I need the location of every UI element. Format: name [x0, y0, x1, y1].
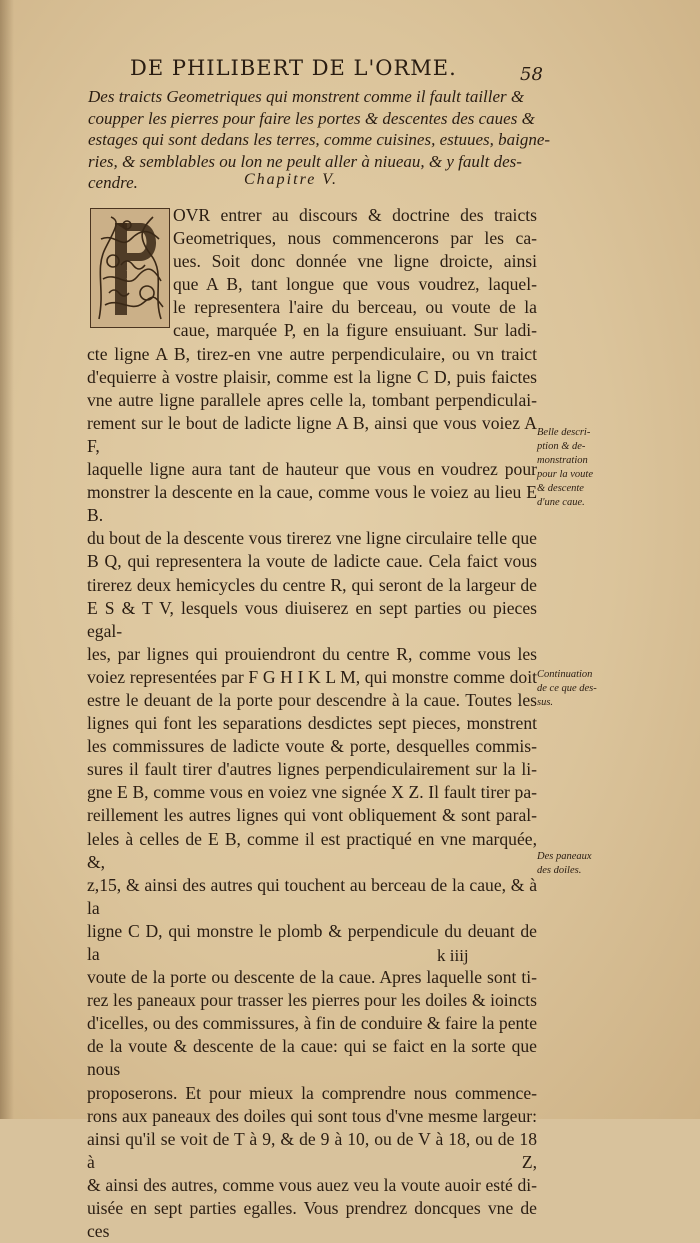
margin-note-line: ption & de- — [537, 441, 586, 452]
text-line: les commissures de ladicte voute & porte, desquelles commis- — [87, 736, 537, 757]
text-line: voiez representées par F G H I K L M, qui monstre comme doit — [87, 666, 537, 687]
text-line: proposerons. Et pour mieux la comprendre nous commence- — [87, 1082, 537, 1103]
text-line: ainsi qu'il se voit de T à 9, & de 9 à 10, ou de V à 18, ou de 18 à Z, — [87, 1128, 537, 1172]
chapter-title-line: Des traicts Geometriques qui monstrent comme il fault tailler & — [88, 87, 525, 106]
text-line: que A B, tant longue que vous voudrez, laquel- — [173, 274, 537, 295]
margin-note-line: Belle descri- — [537, 427, 591, 438]
text-line: lignes qui font les separations desdictes sept pieces, monstrent — [87, 713, 537, 734]
text-line: de la voute & descente de la caue: qui se faict en la sorte que nous — [87, 1036, 537, 1080]
margin-note-line: sus. — [537, 697, 554, 708]
text-line: OVR entrer au discours & doctrine des traicts — [173, 205, 537, 225]
text-line: laquelle ligne aura tant de hauteur que vous en voudrez pour — [87, 459, 537, 480]
running-head: DE PHILIBERT DE L'ORME. — [130, 56, 457, 80]
margin-note-line: des doiles. — [537, 865, 582, 876]
binding-shadow — [0, 0, 14, 1119]
text-line: monstrer la descente en la caue, comme vous le voiez au lieu E B. — [87, 482, 537, 526]
chapter-number: Chapitre V. — [244, 171, 339, 188]
text-line: rons aux paneaux des doiles qui sont tous d'vne mesme largeur: — [87, 1105, 537, 1126]
initial-letter: P — [125, 268, 135, 282]
margin-note-line: pour la voute — [537, 469, 593, 480]
text-line: le representera l'aire du berceau, ou voute de la — [173, 297, 537, 318]
margin-note-line: monstration — [537, 455, 588, 466]
margin-note-line: d'une caue. — [537, 497, 585, 508]
text-line: voute de la porte ou descente de la caue. Apres laquelle sont ti- — [87, 967, 537, 988]
text-line: reillement les autres lignes qui vont obliquement & sont paral- — [87, 805, 537, 826]
text-line: ligne C D, qui monstre le plomb & perpendicule du deuant de la — [87, 920, 537, 964]
margin-note-continuation — [537, 668, 637, 710]
text-line: caue, marquée P, en la figure ensuiuant. Sur ladi- — [173, 320, 537, 341]
margin-note-paneaux — [537, 850, 637, 878]
text-line: z,15, & ainsi des autres qui touchent au berceau de la caue, & à la — [87, 874, 537, 918]
chapter-title-line: ries, & semblables ou lon ne peult aller à niueau, & y fault des- — [88, 151, 522, 171]
text-line: d'equierre à vostre plaisir, comme est la ligne C D, puis faictes — [87, 366, 537, 387]
text-line: ues. Soit donc donnée vne ligne droicte, ainsi — [173, 251, 537, 272]
text-line: rez les paneaux pour trasser les pierres pour les doiles & ioincts — [87, 990, 537, 1011]
body-paragraph — [87, 204, 537, 1243]
text-line: sures il fault tirer d'autres lignes perpendiculairement sur la li- — [87, 759, 537, 780]
chapter-title-line: estages qui sont dedans les terres, comme cuisines, estuues, baigne- — [88, 130, 551, 149]
text-line: estre le deuant de la porte pour descendre à la caue. Toutes les — [87, 689, 537, 710]
text-line: les, par lignes qui prouiendront du centre R, comme vous les — [87, 643, 537, 664]
text-line: uisée en sept parties egalles. Vous prendrez doncques vne de ces — [87, 1198, 537, 1242]
text-line: rement sur le bout de ladicte ligne A B, ainsi que vous voiez A F, — [87, 412, 537, 456]
margin-note-line: Continuation — [537, 669, 593, 680]
text-line: E S & T V, lesquels vous diuiserez en sept parties ou pieces egal- — [87, 597, 537, 641]
margin-note-line: Des paneaux — [537, 851, 592, 862]
text-line: tirerez deux hemicycles du centre R, qui seront de la largeur de — [87, 574, 537, 595]
chapter-title-line: cendre. — [88, 173, 138, 192]
text-line: leles à celles de E B, comme il est practiqué en vne marquée, &, — [87, 828, 537, 872]
text-line: Geometriques, nous commencerons par les ca- — [173, 228, 537, 249]
signature-mark: k iiij — [437, 946, 469, 965]
margin-note-description — [537, 426, 637, 510]
page-number: 58 — [520, 64, 543, 85]
margin-note-line: de ce que des- — [537, 683, 597, 694]
text-line: gne E B, comme vous en voiez vne signée X Z. Il fault tirer pa- — [87, 782, 537, 803]
margin-note-line: & descente — [537, 483, 584, 494]
chapter-title-line: coupper les pierres pour faire les portes & descentes des caues & — [88, 108, 535, 128]
text-line: B Q, qui representera la voute de ladicte caue. Cela faict vous — [87, 551, 537, 572]
text-line: cte ligne A B, tirez-en vne autre perpendiculaire, ou vn traict — [87, 343, 537, 364]
text-line: & ainsi des autres, comme vous auez veu la voute auoir esté di- — [87, 1174, 537, 1195]
text-line: d'icelles, ou des commissures, à fin de conduire & faire la pente — [87, 1013, 537, 1034]
text-line: vne autre ligne parallele apres celle la, tombant perpendiculai- — [87, 389, 537, 410]
text-line: du bout de la descente vous tirerez vne ligne circulaire telle que — [87, 528, 537, 549]
